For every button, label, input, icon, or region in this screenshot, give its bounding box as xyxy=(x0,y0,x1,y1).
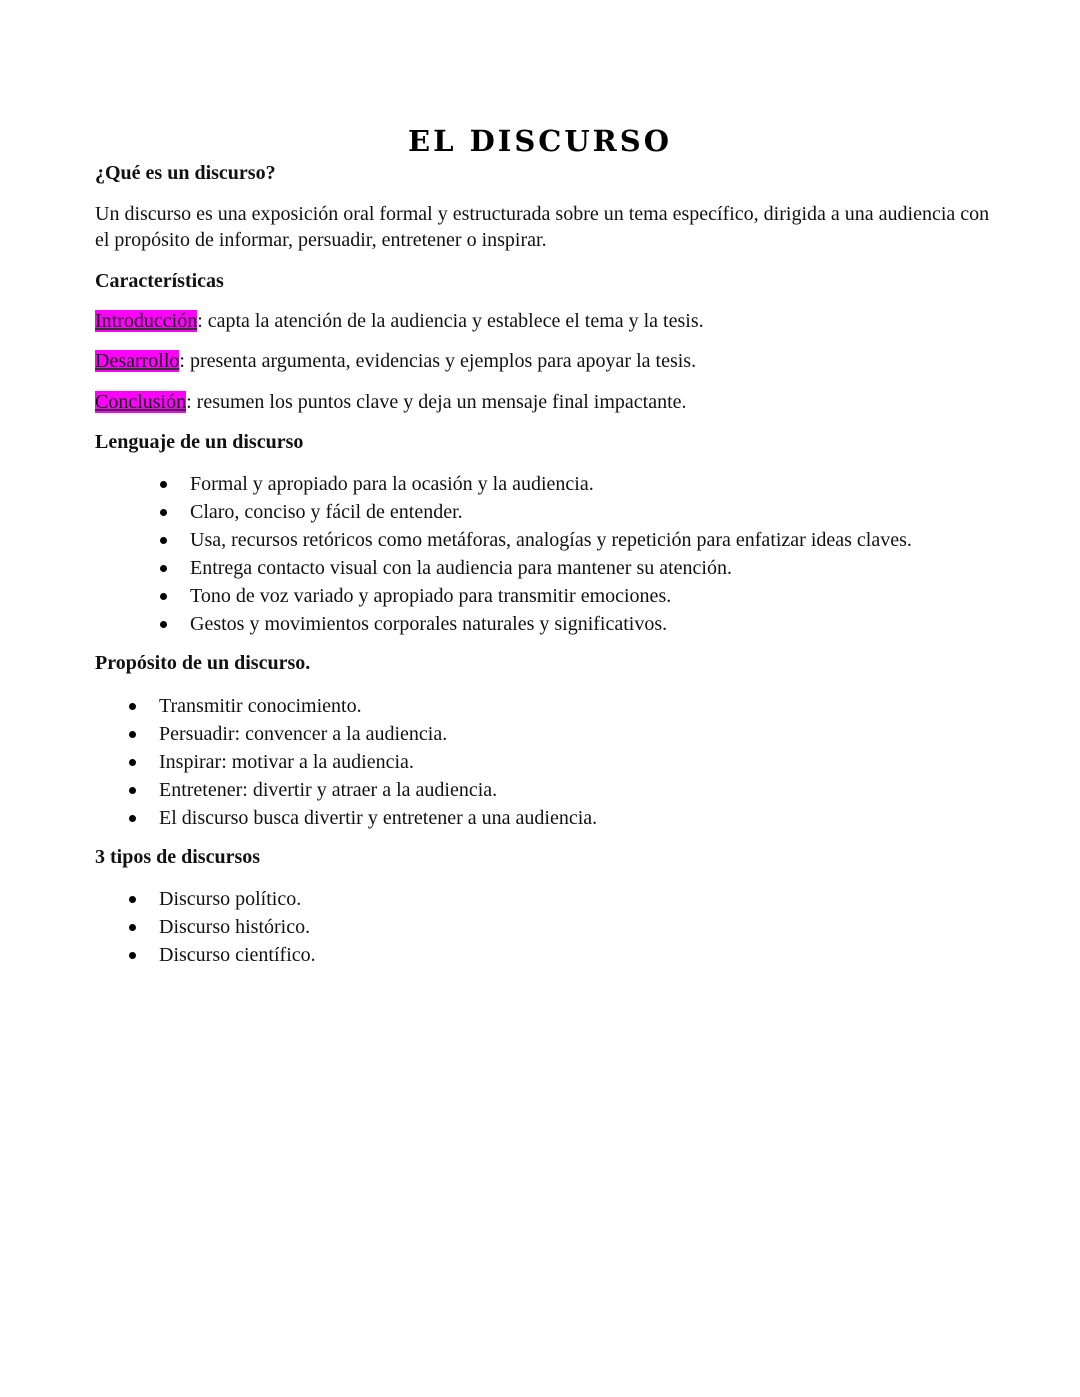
list-item: Transmitir conocimiento. xyxy=(125,692,597,720)
highlight-term: Introducción xyxy=(95,310,198,332)
highlight-term: Desarrollo xyxy=(95,350,180,372)
highlight-term: Conclusión xyxy=(95,391,187,413)
lenguaje-list xyxy=(156,470,912,638)
proposito-heading: Propósito de un discurso. xyxy=(95,652,311,674)
list-item: Entrega contacto visual con la audiencia para mantener su atención. xyxy=(156,554,912,582)
tipos-heading: 3 tipos de discursos xyxy=(95,846,261,868)
caracteristica-text: : capta la atención de la audiencia y establece el tema y la tesis. xyxy=(197,310,704,332)
caracteristica-introduccion xyxy=(95,308,990,334)
lenguaje-heading: Lenguaje de un discurso xyxy=(95,431,304,453)
list-item: Inspirar: motivar a la audiencia. xyxy=(125,748,597,776)
caracteristica-text: : presenta argumenta, evidencias y ejemplos para apoyar la tesis. xyxy=(179,350,697,372)
caracteristica-conclusion xyxy=(95,389,990,415)
document-title: EL DISCURSO xyxy=(408,124,672,158)
definition-paragraph: Un discurso es una exposición oral formal y estructurada sobre un tema específico, dirigida a una audiencia con el propósito de informar, persuadir, entretener o inspirar. xyxy=(95,203,990,251)
proposito-list xyxy=(125,692,597,832)
what-is-heading: ¿Qué es un discurso? xyxy=(95,162,276,184)
caracteristica-text: : resumen los puntos clave y deja un mensaje final impactante. xyxy=(186,391,687,413)
list-item: Tono de voz variado y apropiado para transmitir emociones. xyxy=(156,582,912,610)
list-item: Claro, conciso y fácil de entender. xyxy=(156,498,912,526)
tipos-list xyxy=(125,885,316,969)
caracteristica-desarrollo xyxy=(95,348,990,374)
list-item: Discurso científico. xyxy=(125,941,316,969)
list-item: Entretener: divertir y atraer a la audiencia. xyxy=(125,776,597,804)
list-item: Discurso político. xyxy=(125,885,316,913)
list-item: Formal y apropiado para la ocasión y la audiencia. xyxy=(156,470,912,498)
list-item: El discurso busca divertir y entretener a una audiencia. xyxy=(125,804,597,832)
list-item: Gestos y movimientos corporales naturales y significativos. xyxy=(156,610,912,638)
list-item: Discurso histórico. xyxy=(125,913,316,941)
list-item: Usa, recursos retóricos como metáforas, analogías y repetición para enfatizar ideas claves. xyxy=(156,526,912,554)
caracteristicas-heading: Características xyxy=(95,270,224,292)
list-item: Persuadir: convencer a la audiencia. xyxy=(125,720,597,748)
